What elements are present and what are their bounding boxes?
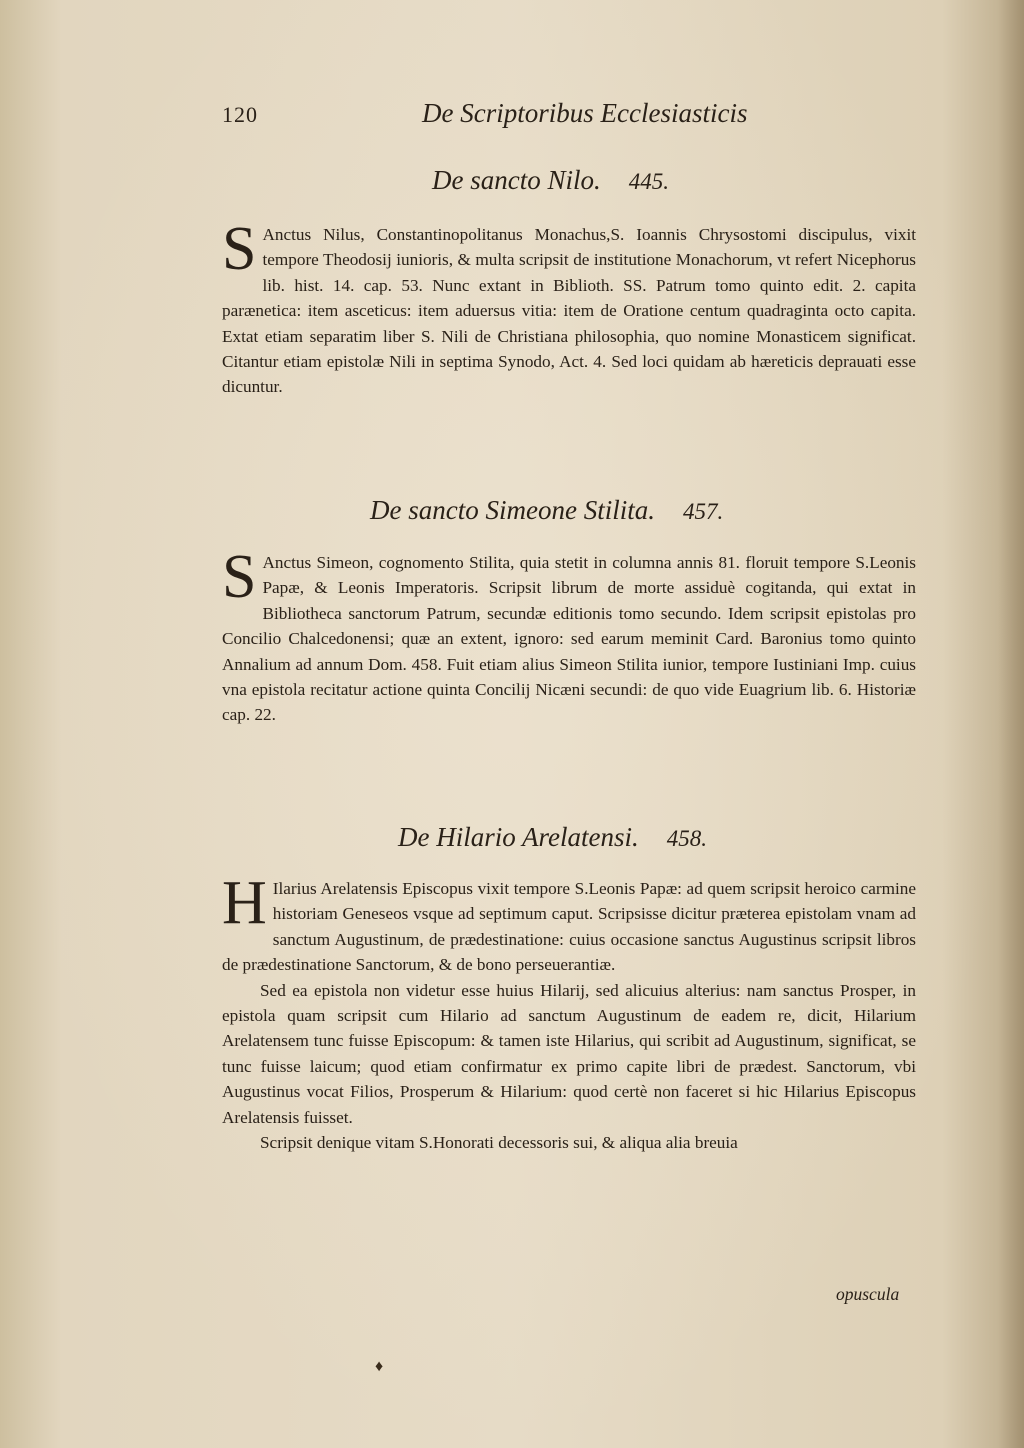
section-number: 445. [628,169,669,194]
catchword: opuscula [836,1284,900,1304]
drop-capital: S [222,543,257,611]
running-title: De Scriptoribus Ecclesiasticis [422,98,748,128]
section-title: De Hilario Arelatensi. [398,822,639,852]
page-header [222,98,752,134]
section-body-simeone [222,543,916,728]
printer-mark: ♦ [375,1358,384,1375]
folio-number: 120 [222,102,258,127]
section-body-nilo [222,215,916,400]
section-heading-simeone [370,495,723,526]
drop-capital: S [222,215,257,283]
section-heading-nilo [432,165,669,196]
paragraph: Anctus Nilus, Constantinopolitanus Monachus,S. Ioannis Chrysostomi discipulus, vixit tempore Theodosij iunioris, & multa scripsit de institutione Monachorum, vt refert Nicephorus lib. hist. 14. cap. 53. Nunc extant in Biblioth. SS. Patrum tomo quinto edit. 2. capita parænetica: item asceticus: item aduersus vitia: item de Oratione centum quadraginta octo capita. Extat etiam separatim liber S. Nili de Christiana philosophia, quo nomine Monasticem significat. Citantur etiam epistolæ Nili in septima Synodo, Act. 4. Sed loci quidam ab hæreticis deprauati esse dicuntur. [222,225,916,397]
section-body-hilario [222,869,916,1155]
page-edge-shadow [998,0,1024,1448]
drop-capital: H [222,869,267,937]
section-heading-hilario [398,822,707,853]
paragraph: Scripsit denique vitam S.Honorati decessoris sui, & aliqua alia breuia [260,1133,738,1153]
section-number: 458. [666,826,707,851]
section-title: De sancto Simeone Stilita. [370,495,655,525]
paragraph: Ilarius Arelatensis Episcopus vixit tempore S.Leonis Papæ: ad quem scripsit heroico carmine historiam Geneseos vsque ad septimum caput. Scripsisse dicitur præterea epistolam vnam ad sanctum Augustinum, de prædestinatione: cuius occasione sanctus Augustinus scripsit libros de prædestinatione Sanctorum, & de bono perseuerantiæ. [222,879,916,975]
section-number: 457. [682,499,724,524]
paragraph: Sed ea epistola non videtur esse huius Hilarij, sed alicuius alterius: nam sanctus Prosper, in epistola quam scripsit cum Hilario ad sanctum Augustinum de eadem re, dicit, Hilarium Arelatensem tunc fuisse Episcopum: & tamen iste Hilarius, qui scribit ad Augustinum, significat, se tunc fuisse laicum; quod etiam confirmatur ex primo capite libri de prædest. Sanctorum, vbi Augustinus vocat Filios, Prosperum & Hilarium: quod certè non faceret si hic Hilarius Episcopus Arelatensis fuisset. [222,980,916,1127]
paragraph: Anctus Simeon, cognomento Stilita, quia stetit in columna annis 81. floruit tempore S.Leonis Papæ, & Leonis Imperatoris. Scripsit librum de morte assiduè cogitanda, qui extat in Bibliotheca sanctorum Patrum, secundæ editionis tomo secundo. Idem scripsit epistolas pro Concilio Chalcedonensi; quæ an extent, ignoro: sed earum meminit Card. Baronius tomo quinto Annalium ad annum Dom. 458. Fuit etiam alius Simeon Stilita iunior, tempore Iustiniani Imp. cuius vna epistola recitatur actione quinta Concilij Nicæni secundi: de quo vide Euagrium lib. 6. Historiæ cap. 22. [222,553,916,725]
section-title: De sancto Nilo. [432,165,601,195]
